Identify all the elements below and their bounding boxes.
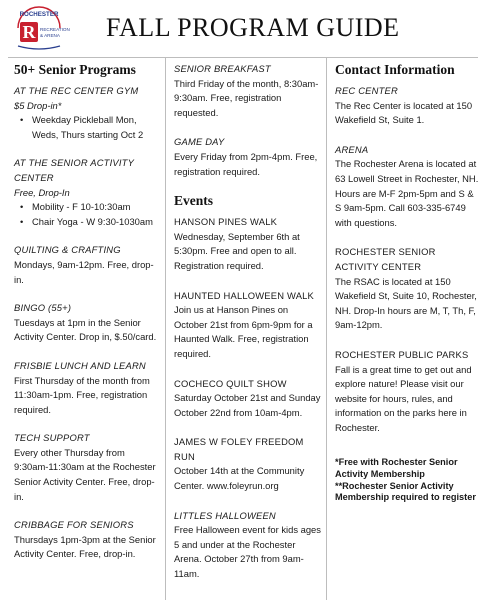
event-description: Join us at Hanson Pines on October 21st from 6pm-9pm for a Haunted Walk. Free, registration required.: [174, 304, 313, 359]
page-title: FALL PROGRAM GUIDE: [106, 13, 400, 42]
events-column: [172, 58, 322, 600]
program-cribbage: [14, 518, 160, 562]
event-description: Free Halloween event for kids ages 5 and under at the Rochester Arena. October 27th from 9am-11am.: [174, 524, 321, 580]
event-hanson-pines-walk: [174, 215, 322, 273]
program-bingo: [14, 301, 160, 345]
event-title: COCHECO QUILT SHOW: [174, 377, 287, 389]
contact-title: ROCHESTER PUBLIC PARKS: [335, 348, 469, 360]
program-bullet: • Chair Yoga - W 9:30-1030am: [14, 215, 160, 230]
senior-programs-column: [10, 58, 160, 600]
contact-senior-activity-center: [335, 245, 479, 333]
program-price: Free, Drop-In: [14, 186, 70, 198]
program-title: CRIBBAGE FOR SENIORS: [14, 519, 134, 531]
program-title: GAME DAY: [174, 136, 225, 148]
program-description: Mondays, 9am-12pm. Free, drop-in.: [14, 258, 154, 285]
program-tech-support: [14, 431, 160, 504]
program-list: [14, 113, 160, 142]
contact-arena: [335, 143, 479, 231]
column-divider: [326, 58, 327, 600]
contact-rec-center: [335, 84, 479, 128]
program-quilting: [14, 243, 160, 287]
contact-heading: Contact Information: [335, 62, 455, 77]
event-cocheco-quilt-show: [174, 377, 322, 421]
svg-text:& ARENA: & ARENA: [40, 33, 60, 38]
program-title: TECH SUPPORT: [14, 432, 90, 444]
program-description: Tuesdays at 1pm in the Senior Activity Center. Drop in, $.50/card.: [14, 316, 157, 343]
program-description: Every other Thursday from 9:30am-11:30am at the Rochester Senior Activity Center. Free, drop-in.: [14, 446, 156, 502]
event-title: HANSON PINES WALK: [174, 216, 278, 228]
program-title: SENIOR BREAKFAST: [174, 63, 271, 74]
program-bullet: • Weekday Pickleball Mon, Weds, Thurs starting Oct 2: [14, 113, 160, 142]
event-title: JAMES W FOLEY FREEDOM RUN: [174, 436, 304, 462]
program-senior-breakfast: [174, 62, 322, 120]
contact-description: The RSAC is located at 150 Wakefield St, Suite 10, Rochester, NH. Drop-In hours are M, T, Th, F, 9am-12pm.: [335, 275, 477, 331]
contact-description: The Rec Center is located at 150 Wakefield St, Suite 1.: [335, 99, 473, 126]
program-game-day: [174, 135, 322, 179]
program-bullet: • Mobility - F 10-10:30am: [14, 200, 160, 215]
svg-text:R: R: [22, 22, 36, 42]
event-description: Saturday October 21st and Sunday October 22nd from 10am-4pm.: [174, 392, 321, 418]
program-description: Every Friday from 2pm-4pm. Free, registration required.: [174, 150, 318, 177]
column-divider: [165, 58, 166, 600]
program-description: First Thursday of the month from 11:30am-1pm. Free, registration required.: [14, 374, 150, 415]
program-description: Third Friday of the month, 8:30am-9:30am. Free, registration requested.: [174, 77, 319, 118]
program-rec-center-gym: [14, 84, 160, 142]
svg-text:ROCHESTER: ROCHESTER: [19, 11, 59, 18]
event-haunted-halloween-walk: [174, 289, 322, 362]
contact-public-parks: [335, 348, 479, 436]
contact-title: ARENA: [335, 143, 369, 155]
page-header: [0, 0, 485, 58]
rochester-recreation-logo: [14, 6, 70, 54]
program-frisbie-lunch: [14, 359, 160, 417]
event-foley-freedom-run: [174, 435, 322, 493]
event-littles-halloween: [174, 509, 322, 582]
events-heading: Events: [174, 193, 214, 209]
program-title: BINGO (55+): [14, 302, 72, 314]
event-description: October 14th at the Community Center. www.foleyrun.org: [174, 465, 305, 492]
program-price: $5 Drop-in*: [14, 99, 62, 111]
senior-programs-heading: 50+ Senior Programs: [14, 62, 136, 77]
svg-text:RECREATION: RECREATION: [40, 27, 70, 32]
program-title: AT THE SENIOR ACTIVITY CENTER: [14, 157, 134, 183]
contact-title: ROCHESTER SENIOR ACTIVITY CENTER: [335, 246, 436, 272]
membership-notes: [335, 457, 479, 503]
contact-description: Fall is a great time to get out and explore nature! Please visit our website for hours, rules, and information on the parks here in Rochester.: [335, 363, 472, 433]
event-description: Wednesday, September 6th at 5:30pm. Free and open to all. Registration required.: [174, 230, 300, 271]
contact-description: The Rochester Arena is located at 63 Lowell Street in Rochester, NH. Hours are M-F 2pm-5pm and S & S 9am-5pm. Call 603-335-6749 with questions.: [335, 158, 479, 228]
contact-column: [333, 58, 479, 600]
program-senior-activity-center: [14, 156, 160, 229]
membership-note-free: *Free with Rochester Senior Activity Membership: [335, 457, 458, 480]
event-title: HAUNTED HALLOWEEN WALK: [174, 289, 315, 301]
program-description: Thursdays 1pm-3pm at the Senior Activity Center. Free, drop-in.: [14, 533, 156, 560]
program-title: QUILTING & CRAFTING: [14, 244, 121, 256]
contact-title: REC CENTER: [335, 85, 398, 96]
event-title: LITTLES HALLOWEEN: [174, 509, 276, 521]
program-title: AT THE REC CENTER GYM: [14, 85, 139, 96]
membership-note-required: **Rochester Senior Activity Membership required to register: [335, 480, 476, 503]
program-title: FRISBIE LUNCH AND LEARN: [14, 359, 146, 371]
program-list: [14, 200, 160, 229]
